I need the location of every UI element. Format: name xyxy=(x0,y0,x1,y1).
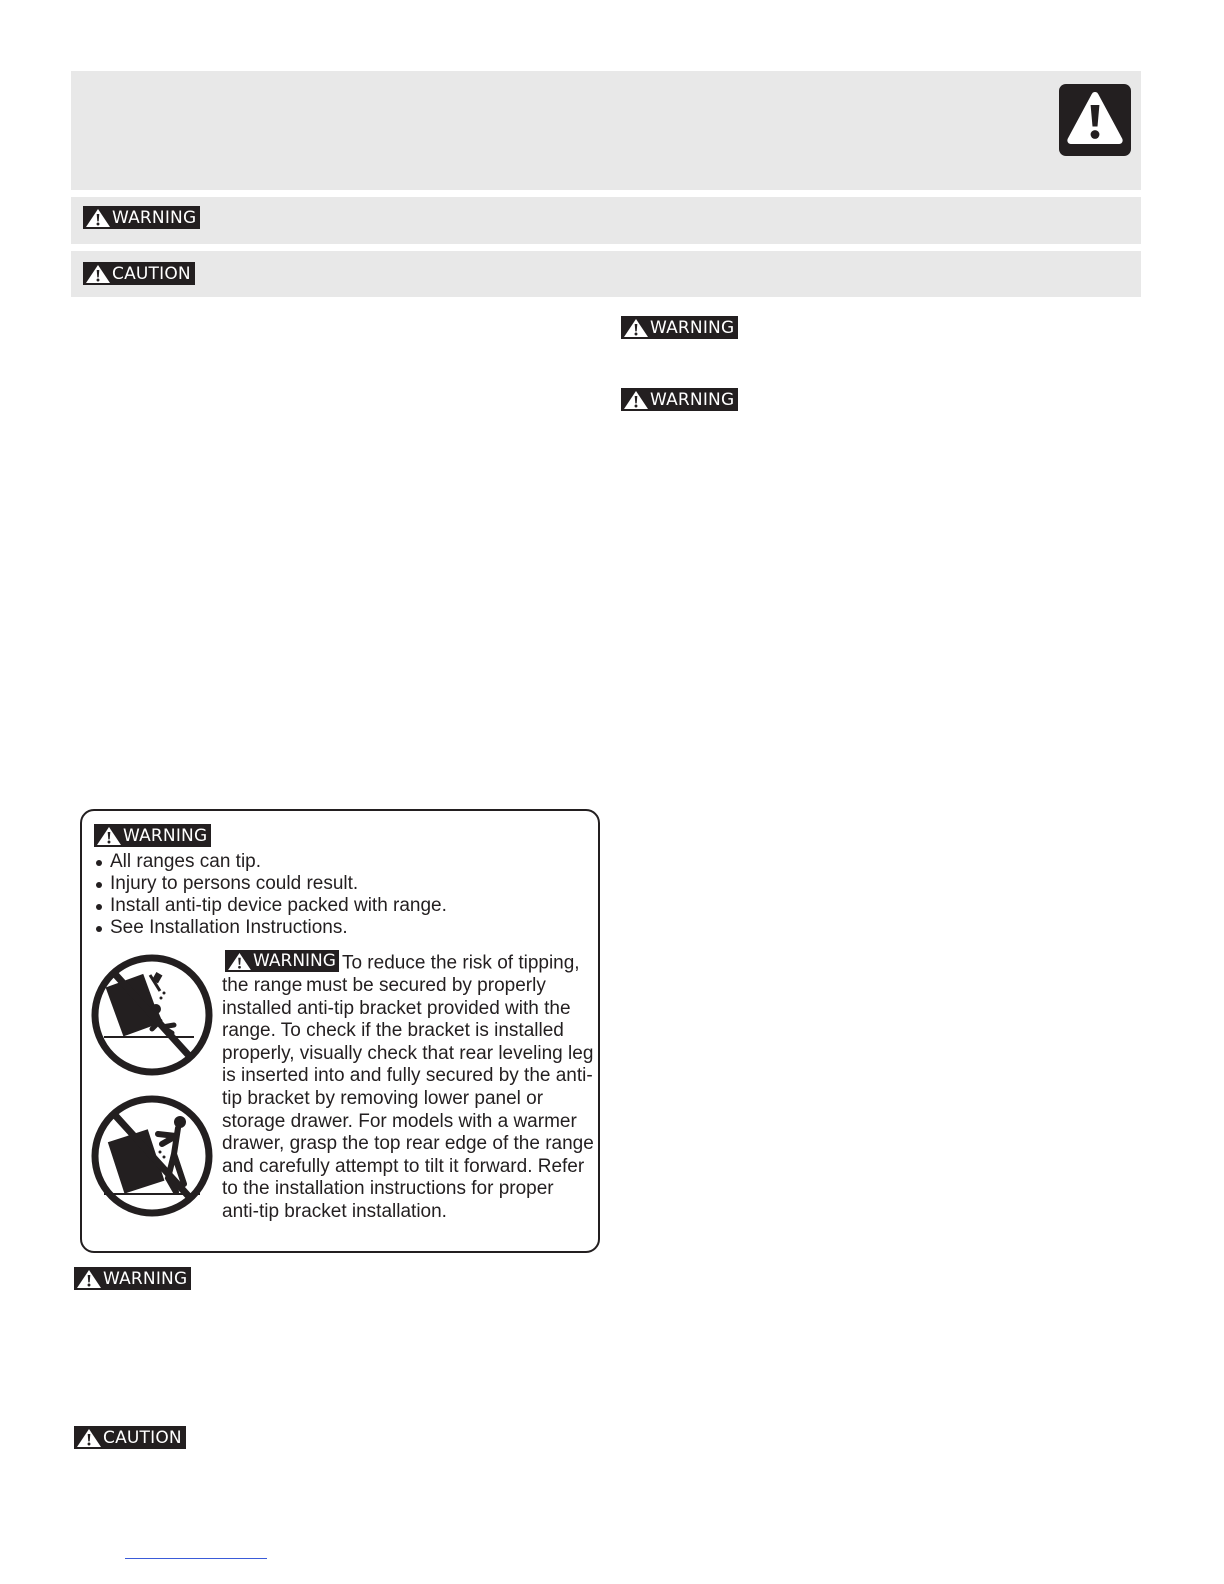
left-warning-label xyxy=(74,1267,191,1290)
left-warning-text: WARNING xyxy=(103,1268,188,1289)
left-caution-label xyxy=(74,1426,186,1449)
range-tipping-child-prohibited-icon xyxy=(90,953,214,1077)
warning-signal-label xyxy=(83,206,200,229)
list-item: Install anti-tip device packed with range. xyxy=(96,895,447,917)
right-warning-text-1: WARNING xyxy=(650,317,735,338)
list-item: Injury to persons could result. xyxy=(96,873,447,895)
warning-definition-band xyxy=(71,197,1141,244)
right-warning-text-2: WARNING xyxy=(650,389,735,410)
caution-definition-band xyxy=(71,251,1141,297)
range-tipping-adult-prohibited-icon xyxy=(90,1094,214,1218)
alert-triangle-icon xyxy=(76,1428,102,1448)
list-item: See Installation Instructions. xyxy=(96,917,447,939)
anti-tip-warning-text: WARNING xyxy=(123,825,208,846)
anti-tip-paragraph xyxy=(222,950,594,1224)
alert-triangle-icon xyxy=(227,952,252,971)
anti-tip-bullet-list xyxy=(96,851,447,939)
alert-triangle-icon xyxy=(85,264,111,284)
right-warning-label-2 xyxy=(621,388,738,411)
anti-tip-warning-label xyxy=(94,824,211,847)
alert-triangle-icon xyxy=(623,390,649,410)
safety-header-band xyxy=(71,71,1141,190)
list-item: All ranges can tip. xyxy=(96,851,447,873)
left-caution-text: CAUTION xyxy=(103,1427,182,1448)
alert-triangle-icon xyxy=(96,826,122,846)
alert-triangle-icon xyxy=(623,318,649,338)
right-warning-label-1 xyxy=(621,316,738,339)
warning-triangle-icon xyxy=(1059,84,1131,156)
alert-triangle-icon xyxy=(76,1269,102,1289)
warning-signal-text: WARNING xyxy=(112,207,197,228)
inline-warning-text: WARNING xyxy=(253,950,336,971)
caution-signal-text: CAUTION xyxy=(112,263,191,284)
inline-warning-label xyxy=(225,950,339,972)
alert-triangle-icon xyxy=(85,208,111,228)
footer-rule xyxy=(125,1558,267,1559)
anti-tip-paragraph-text: To reduce the risk of tipping, the range must be secured by properly installed anti-tip bracket provided with the range. To check if the bracket is installed properly, visually check that rear leveling leg is inserted into and fully secured by the anti-tip bracket by removing lower panel or storage drawer. For models with a warmer drawer, grasp the top rear edge of the range and carefully attempt to tilt it forward. Refer to the installation instructions for proper anti-tip bracket installation. xyxy=(222,952,594,1223)
caution-signal-label xyxy=(83,262,195,285)
